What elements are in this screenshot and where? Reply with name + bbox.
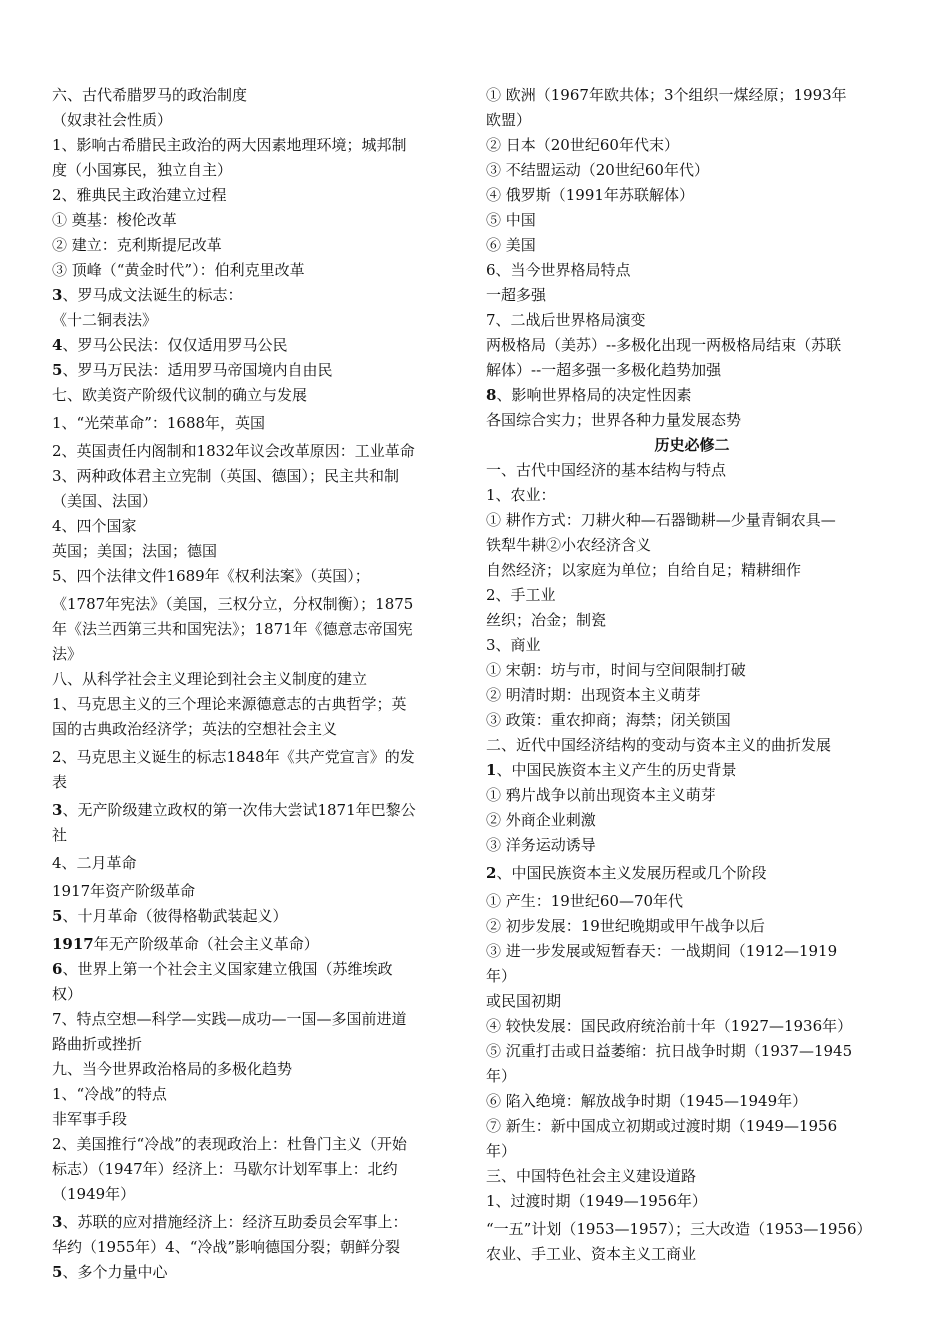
text-line: 3、罗马成文法诞生的标志： — [52, 286, 243, 304]
text-line: 非军事手段 — [52, 1110, 128, 1128]
text-line: ① 产生：19世纪60—70年代 — [486, 892, 684, 910]
text-line: 丝织；冶金；制瓷 — [486, 611, 607, 629]
text-line: 4、四个国家 — [52, 517, 137, 535]
text-line: 三、中国特色社会主义建设道路 — [486, 1167, 697, 1185]
text-line: 5、十月革命（彼得格勒武装起义） — [52, 907, 288, 925]
text-line: 法》 — [52, 645, 83, 663]
text-line: ③ 顶峰（“黄金时代”）：伯利克里改革 — [52, 261, 305, 279]
text-line: 六、古代希腊罗马的政治制度 — [52, 86, 248, 104]
text-line: 欧盟） — [486, 111, 532, 129]
text-line: 年） — [486, 1142, 517, 1160]
text-line: 2、马克思主义诞生的标志1848年《共产党宣言》的发 — [52, 748, 415, 766]
text-line: 华约（1955年）4、“冷战”影响德国分裂；朝鲜分裂 — [52, 1238, 401, 1256]
text-line: 1、过渡时期（1949—1956年） — [486, 1192, 707, 1210]
left-column — [52, 83, 460, 1285]
text-line: ② 外商企业刺激 — [486, 811, 596, 829]
text-line: 历史必修二 — [654, 436, 730, 454]
text-line: 二、近代中国经济结构的变动与资本主义的曲折发展 — [486, 736, 832, 754]
text-line: ⑤ 沉重打击或日益萎缩：抗日战争时期（1937—1945 — [486, 1042, 853, 1060]
text-line: 或民国初期 — [486, 992, 562, 1010]
text-line: 3、苏联的应对措施经济上：经济互助委员会军事上： — [52, 1213, 408, 1231]
text-line: 铁犁牛耕②小农经济含义 — [486, 536, 652, 554]
text-line: 八、从科学社会主义理论到社会主义制度的建立 — [52, 670, 368, 688]
text-line: 《十二铜表法》 — [52, 311, 158, 329]
text-line: ⑥ 美国 — [486, 236, 536, 254]
text-line: 8、影响世界格局的决定性因素 — [486, 386, 692, 404]
text-line: 1、马克思主义的三个理论来源德意志的古典哲学；英 — [52, 695, 407, 713]
text-line: ② 日本（20世纪60年代末） — [486, 136, 679, 154]
text-line: “一五”计划（1953—1957）；三大改造（1953—1956） — [486, 1220, 872, 1238]
text-line: ⑥ 陷入绝境：解放战争时期（1945—1949年） — [486, 1092, 808, 1110]
text-line: 标志）（1947年）经济上：马歇尔计划军事上：北约 — [52, 1160, 398, 1178]
text-line: 2、英国责任内阁制和1832年议会改革原因：工业革命 — [52, 442, 415, 460]
text-line: ⑦ 新生：新中国成立初期或过渡时期（1949—1956 — [486, 1117, 838, 1135]
text-line: 2、雅典民主政治建立过程 — [52, 186, 227, 204]
text-line: 7、二战后世界格局演变 — [486, 311, 646, 329]
text-line: ① 欧洲（1967年欧共体；3个组织一煤经原；1993年 — [486, 86, 847, 104]
text-line: 农业、手工业、资本主义工商业 — [486, 1245, 697, 1263]
text-line: ④ 俄罗斯（1991年苏联解体） — [486, 186, 694, 204]
text-line: 4、二月革命 — [52, 854, 137, 872]
text-line: 《1787年宪法》（美国，三权分立，分权制衡）；1875 — [52, 595, 414, 613]
text-line: 九、当今世界政治格局的多极化趋势 — [52, 1060, 293, 1078]
text-line: 2、美国推行“冷战”的表现政治上：杜鲁门主义（开始 — [52, 1135, 407, 1153]
text-line: 度（小国寡民，独立自主） — [52, 161, 233, 179]
text-line: ② 明清时期：出现资本主义萌芽 — [486, 686, 701, 704]
text-line: 5、四个法律文件1689年《权利法案》（英国）； — [52, 567, 370, 585]
text-line: 4、罗马公民法：仅仅适用罗马公民 — [52, 336, 288, 354]
text-line: （奴隶社会性质） — [52, 111, 173, 129]
text-line: 1、影响古希腊民主政治的两大因素地理环境；城邦制 — [52, 136, 407, 154]
text-line: ① 宋朝：坊与市，时间与空间限制打破 — [486, 661, 746, 679]
text-line: 一、古代中国经济的基本结构与特点 — [486, 461, 727, 479]
text-line: ② 建立：克利斯提尼改革 — [52, 236, 222, 254]
text-line: 国的古典政治经济学；英法的空想社会主义 — [52, 720, 338, 738]
text-line: 6、世界上第一个社会主义国家建立俄国（苏维埃政 — [52, 960, 393, 978]
text-line: 一超多强 — [486, 286, 547, 304]
text-line: 社 — [52, 826, 68, 844]
text-line: 1917年资产阶级革命 — [52, 882, 196, 900]
text-line: ③ 洋务运动诱导 — [486, 836, 596, 854]
text-line: ② 初步发展：19世纪晚期或甲午战争以后 — [486, 917, 765, 935]
text-line: 英国；美国；法国；德国 — [52, 542, 218, 560]
text-line: 1、“冷战”的特点 — [52, 1085, 167, 1103]
text-line: ⑤ 中国 — [486, 211, 536, 229]
text-line: 年） — [486, 1067, 517, 1085]
text-line: 1、农业： — [486, 486, 556, 504]
text-line: 自然经济；以家庭为单位；自给自足；精耕细作 — [486, 561, 802, 579]
text-line: 6、当今世界格局特点 — [486, 261, 631, 279]
right-column — [486, 83, 898, 1267]
text-line: 5、罗马万民法：适用罗马帝国境内自由民 — [52, 361, 333, 379]
text-line: 年《法兰西第三共和国宪法》；1871年《德意志帝国宪 — [52, 620, 413, 638]
text-line: ① 耕作方式：刀耕火种—石器锄耕—少量青铜农具— — [486, 511, 836, 529]
text-line: 七、欧美资产阶级代议制的确立与发展 — [52, 386, 308, 404]
text-line: 2、手工业 — [486, 586, 556, 604]
text-line: 3、商业 — [486, 636, 541, 654]
text-line: 1、“光荣革命”：1688年，英国 — [52, 414, 266, 432]
text-line: ① 鸦片战争以前出现资本主义萌芽 — [486, 786, 716, 804]
text-line: ③ 政策：重农抑商；海禁；闭关锁国 — [486, 711, 731, 729]
text-line: 两极格局（美苏）--多极化出现一两极格局结束（苏联 — [486, 336, 842, 354]
text-line: 表 — [52, 773, 68, 791]
text-line: ① 奠基：梭伦改革 — [52, 211, 177, 229]
text-line: 5、多个力量中心 — [52, 1263, 168, 1281]
text-line: ③ 不结盟运动（20世纪60年代） — [486, 161, 709, 179]
text-line: 年） — [486, 967, 517, 985]
text-line: 路曲折或挫折 — [52, 1035, 143, 1053]
text-line: ③ 进一步发展或短暂春天：一战期间（1912—1919 — [486, 942, 838, 960]
text-line: 7、特点空想—科学—实践—成功—一国—多国前进道 — [52, 1010, 407, 1028]
text-line: 3、无产阶级建立政权的第一次伟大尝试1871年巴黎公 — [52, 801, 416, 819]
text-line: （美国、法国） — [52, 492, 158, 510]
text-line: 3、两种政体君主立宪制（英国、德国）；民主共和制 — [52, 467, 400, 485]
text-line: 1917年无产阶级革命（社会主义革命） — [52, 935, 319, 953]
text-line: 解体）--一超多强一多极化趋势加强 — [486, 361, 722, 379]
text-line: 1、中国民族资本主义产生的历史背景 — [486, 761, 737, 779]
text-line: ④ 较快发展：国民政府统治前十年（1927—1936年） — [486, 1017, 853, 1035]
text-line: 各国综合实力；世界各种力量发展态势 — [486, 411, 742, 429]
text-line: 权） — [52, 985, 83, 1003]
text-line: （1949年） — [52, 1185, 136, 1203]
text-line: 2、中国民族资本主义发展历程或几个阶段 — [486, 864, 767, 882]
